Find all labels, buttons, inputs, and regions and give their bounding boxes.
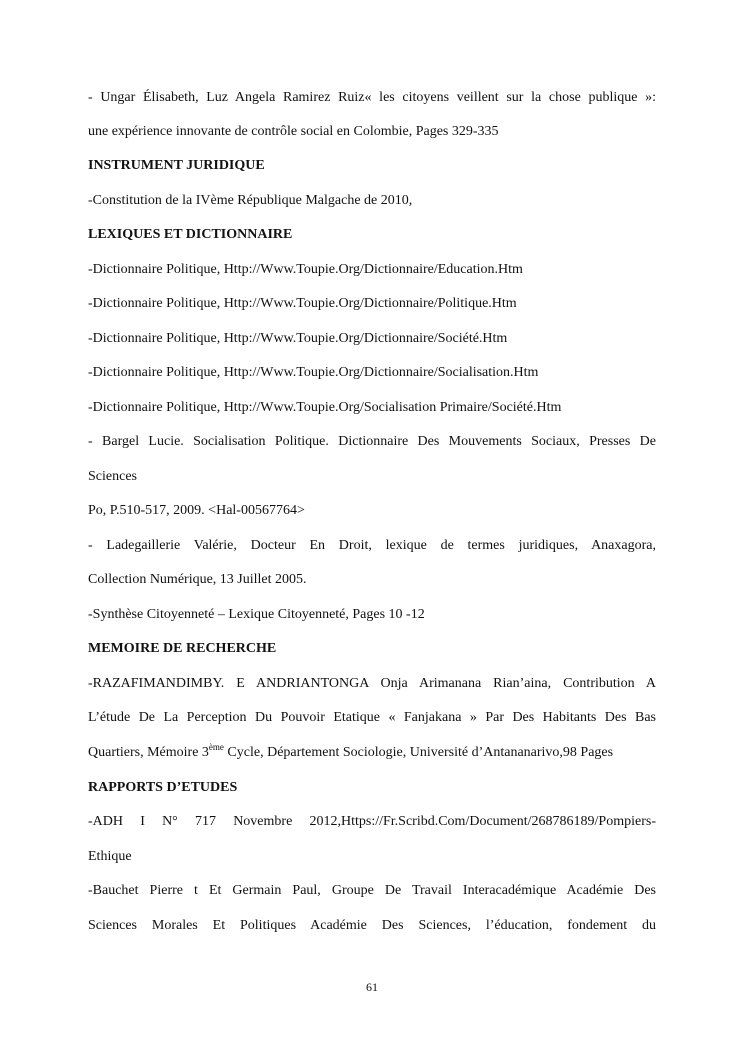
bib-entry-bauchet-line1: -Bauchet Pierre t Et Germain Paul, Groupe De Travail Interacadémique Académie Des [88,883,656,898]
bib-entry-razafimandimby-line3 [88,744,656,762]
bib-entry-dictionnaire-socialisation-primaire: -Dictionnaire Politique, Http://Www.Toupie.Org/Socialisation Primaire/Société.Htm [88,400,562,415]
bib-entry-dictionnaire-politique: -Dictionnaire Politique, Http://Www.Toupie.Org/Dictionnaire/Politique.Htm [88,296,517,311]
memoire-text-after: Cycle, Département Sociologie, Université d’Antananarivo,98 Pages [223,745,614,760]
bib-entry-ungar-line1: - Ungar Élisabeth, Luz Angela Ramirez Ruiz« les citoyens veillent sur la chose publique »: [88,90,656,105]
bib-entry-constitution: -Constitution de la IVème République Malgache de 2010, [88,193,413,208]
section-heading-lexiques: LEXIQUES ET DICTIONNAIRE [88,227,293,242]
bib-entry-synthese: -Synthèse Citoyenneté – Lexique Citoyenneté, Pages 10 -12 [88,607,425,622]
bib-entry-adh-line1: -ADH I N° 717 Novembre 2012,Https://Fr.Scribd.Com/Document/268786189/Pompiers- [88,814,656,829]
bib-entry-bargel-line2: Sciences [88,469,137,484]
page-number: 61 [366,980,378,994]
bib-entry-ladegaillerie-line2: Collection Numérique, 13 Juillet 2005. [88,572,307,587]
section-heading-instrument-juridique: INSTRUMENT JURIDIQUE [88,158,265,173]
bib-entry-dictionnaire-societe: -Dictionnaire Politique, Http://Www.Toupie.Org/Dictionnaire/Société.Htm [88,331,508,346]
memoire-superscript: ème [208,742,224,752]
bib-entry-bargel-line3: Po, P.510-517, 2009. <Hal-00567764> [88,503,305,518]
bib-entry-adh-line2: Ethique [88,849,132,864]
bib-entry-dictionnaire-education: -Dictionnaire Politique, Http://Www.Toupie.Org/Dictionnaire/Education.Htm [88,262,523,277]
bib-entry-dictionnaire-socialisation: -Dictionnaire Politique, Http://Www.Toupie.Org/Dictionnaire/Socialisation.Htm [88,365,539,380]
section-heading-rapports: RAPPORTS D’ETUDES [88,780,238,795]
bib-entry-razafimandimby-line2: L’étude De La Perception Du Pouvoir Etatique « Fanjakana » Par Des Habitants Des Bas [88,710,656,725]
section-heading-memoire: MEMOIRE DE RECHERCHE [88,641,277,656]
bib-entry-bauchet-line2: Sciences Morales Et Politiques Académie Des Sciences, l’éducation, fondement du [88,918,656,933]
bib-entry-ladegaillerie-line1: - Ladegaillerie Valérie, Docteur En Droit, lexique de termes juridiques, Anaxagora, [88,538,656,553]
bib-entry-ungar-line2: une expérience innovante de contrôle social en Colombie, Pages 329-335 [88,124,499,139]
bib-entry-bargel-line1: - Bargel Lucie. Socialisation Politique. Dictionnaire Des Mouvements Sociaux, Presses De [88,434,656,449]
bib-entry-razafimandimby-line1: -RAZAFIMANDIMBY. E ANDRIANTONGA Onja Arimanana Rian’aina, Contribution A [88,676,656,691]
memoire-text-before: Quartiers, Mémoire 3 [88,745,209,760]
